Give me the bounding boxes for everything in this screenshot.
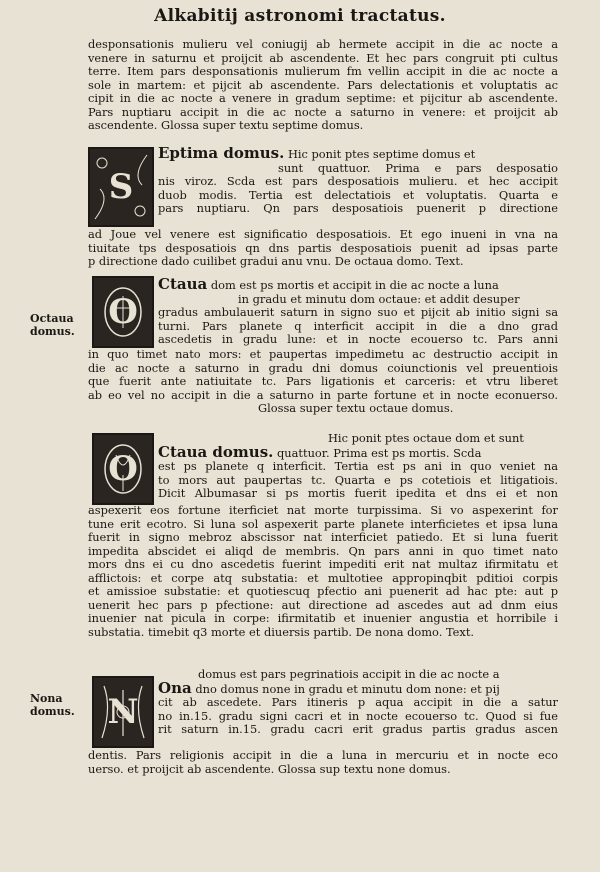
text-line: in quo timet nato mors: et paupertas impedimetu ac destructio accipit in bbox=[88, 348, 558, 361]
text-line: fuerit in signo mebroz abscissor nat interficiet patiedo. Et si luna fuerit bbox=[88, 531, 558, 544]
text-line: cit ab ascedete. Pars itineris p aqua accipit in die a satur bbox=[158, 696, 558, 709]
text-line: in gradu et minutu dom octaue: et addit desuper bbox=[238, 292, 520, 306]
text-line: Hic ponit ptes octaue dom et sunt bbox=[328, 432, 524, 445]
text-line: impedita abscidet ei aliqd de membris. Qn pars anni in quo timet nato bbox=[88, 544, 558, 558]
gloss-block-bottom bbox=[88, 504, 558, 639]
initial-letter: S bbox=[108, 167, 134, 207]
text-line: gradus ambulauerit saturn in signo suo et pijcit ab initio signi sa bbox=[158, 306, 558, 319]
text-line: Glossa super textu octaue domus. bbox=[258, 402, 454, 415]
text-line: desponsationis mulieru vel coniugij ab hermete accipit in die ac nocte a bbox=[88, 38, 558, 51]
text-line: inuenier nat picula in corpe: ifirmitatib et inuenier angustia et horribile i bbox=[88, 612, 558, 625]
octaua-block-top bbox=[158, 278, 558, 347]
text-line: cipit in die ac nocte a venere in gradum septime: et pijcitur ab ascendente. bbox=[88, 92, 558, 105]
intro-block bbox=[88, 38, 558, 133]
text-line: p directione dado cuilibet gradui anu vnu. De octaua domo. Text. bbox=[88, 255, 464, 268]
decorated-initial-n bbox=[92, 676, 154, 748]
text-line: mors dns ei cu dno ascedetis fuerint impediti erit nat multaz ifirmitatu et bbox=[88, 558, 558, 571]
text-line: quattuor. Prima est ps mortis. Scda bbox=[277, 445, 482, 460]
text-line: uenerit hec pars p pfectione: aut directione ad ascedes aut ad dnm eius bbox=[88, 598, 558, 612]
text-line: afflictois: et corpe atq substatia: et multotiee appropinqbit pditioi corpis bbox=[88, 571, 558, 585]
text-line: uerso. et proijcit ab ascendente. Glossa sup textu none domus. bbox=[88, 762, 451, 776]
text-line: ab eo vel no accipit in die a saturno in parte fortune et in nocte econuerso. bbox=[88, 388, 558, 402]
text-line: est ps planete q interficit. Tertia est ps ani in quo veniet na bbox=[158, 460, 558, 473]
text-line: to mors aut paupertas tc. Quarta e ps cotetiois et litigatiois. bbox=[158, 473, 558, 487]
text-line: et amissioe substatie: et quotiescuq pfectio ani puenerit ad hac pte: aut p bbox=[88, 585, 558, 598]
text-line: que fuerit ante natiuitate tc. Pars ligationis et carceris: et vtru liberet bbox=[88, 375, 558, 388]
text-line: aspexerit eos fortune iterficiet nat morte turpissima. Si vo aspexerint for bbox=[88, 504, 558, 517]
running-head: Alkabitij astronomi tractatus. bbox=[154, 6, 446, 26]
text-line: ascendente. Glossa super textu septime domus. bbox=[88, 119, 364, 132]
decorated-initial-s bbox=[88, 147, 154, 227]
text-line: Pars nuptiaru accipit in die ac nocte a saturno in venere: et proijcit ab bbox=[88, 105, 558, 119]
text-line: ascedetis in gradu lune: et in nocte ecouerso tc. Pars anni bbox=[158, 333, 558, 346]
text-line: substatia. timebit q3 morte et diuersis partib. De nona domo. Text. bbox=[88, 625, 475, 639]
text-line: tune erit ecotro. Si luna sol aspexerit parte planete interficietes et ipsa luna bbox=[88, 517, 558, 531]
section-heading: Ctaua domus. bbox=[158, 445, 274, 460]
text-line: tiuitate tps desposatiois qn dns partis desposatiois puenit ad ipsas parte bbox=[88, 241, 558, 255]
decorated-initial-o-gloss bbox=[92, 433, 154, 505]
text-line: rit saturn in.15. gradu cacri erit gradus partis gradus ascen bbox=[158, 723, 558, 736]
text-line: dno domus none in gradu et minutu dom none: et pij bbox=[195, 681, 500, 696]
initial-letter: N bbox=[107, 692, 139, 732]
text-line: dom est ps mortis et accipit in die ac nocte a luna bbox=[210, 278, 499, 292]
text-line: duob modis. Tertia est delectatiois et voluptatis. Quarta e bbox=[158, 188, 558, 202]
text-line: nis viroz. Scda est pars desposatiois mulieru. et hec accipit bbox=[158, 175, 558, 188]
gloss-block-top bbox=[158, 432, 558, 501]
text-line: no in.15. gradu signi cacri et in nocte ecouerso tc. Quod si fue bbox=[158, 709, 558, 723]
text-line: turni. Pars planete q interficit accipit in die a dno grad bbox=[158, 319, 558, 333]
text-line: sunt quattuor. Prima e pars desposatio bbox=[278, 161, 558, 175]
section-heading: Ona bbox=[158, 681, 192, 696]
section-heading: Ctaua bbox=[158, 278, 208, 293]
text-line: Hic ponit ptes septime domus et bbox=[287, 147, 476, 161]
margin-label-nona: Nona domus. bbox=[30, 692, 75, 718]
initial-letter: O bbox=[108, 292, 138, 332]
decorated-initial-o bbox=[92, 276, 154, 348]
septima-block-top bbox=[158, 147, 558, 216]
nona-block-top bbox=[158, 668, 558, 737]
text-line: Dicit Albumasar si ps mortis fuerit ipedita et dns ei et non bbox=[158, 487, 558, 500]
text-line: pars nuptiaru. Qn pars desposatiois puenerit p directione bbox=[158, 202, 558, 215]
margin-label-octaua: Octaua domus. bbox=[30, 312, 75, 338]
text-line: dentis. Pars religionis accipit in die a luna in mercuriu et in nocte eco bbox=[88, 749, 558, 762]
text-line: domus est pars pegrinatiois accipit in die ac nocte a bbox=[198, 668, 500, 681]
text-line: die ac nocte a saturno in gradu dni domus coiunctionis vel preuentiois bbox=[88, 361, 558, 375]
text-line: venere in saturnu et proijcit ab ascendente. Et hec pars congruit pti cultus bbox=[88, 51, 558, 65]
initial-letter: O bbox=[108, 449, 138, 489]
octaua-block-bottom bbox=[88, 348, 558, 416]
nona-block-bottom bbox=[88, 749, 558, 776]
septima-block-bottom bbox=[88, 228, 558, 269]
text-line: ad Joue vel venere est significatio desposatiois. Et ego inueni in vna na bbox=[88, 228, 558, 241]
text-line: terre. Item pars desponsationis mulierum fm vellin accipit in die ac nocte a bbox=[88, 65, 558, 78]
section-heading: Eptima domus. bbox=[158, 147, 285, 162]
text-line: sole in martem: et pijcit ab ascendente. Pars delectationis et voluptatis ac bbox=[88, 78, 558, 92]
